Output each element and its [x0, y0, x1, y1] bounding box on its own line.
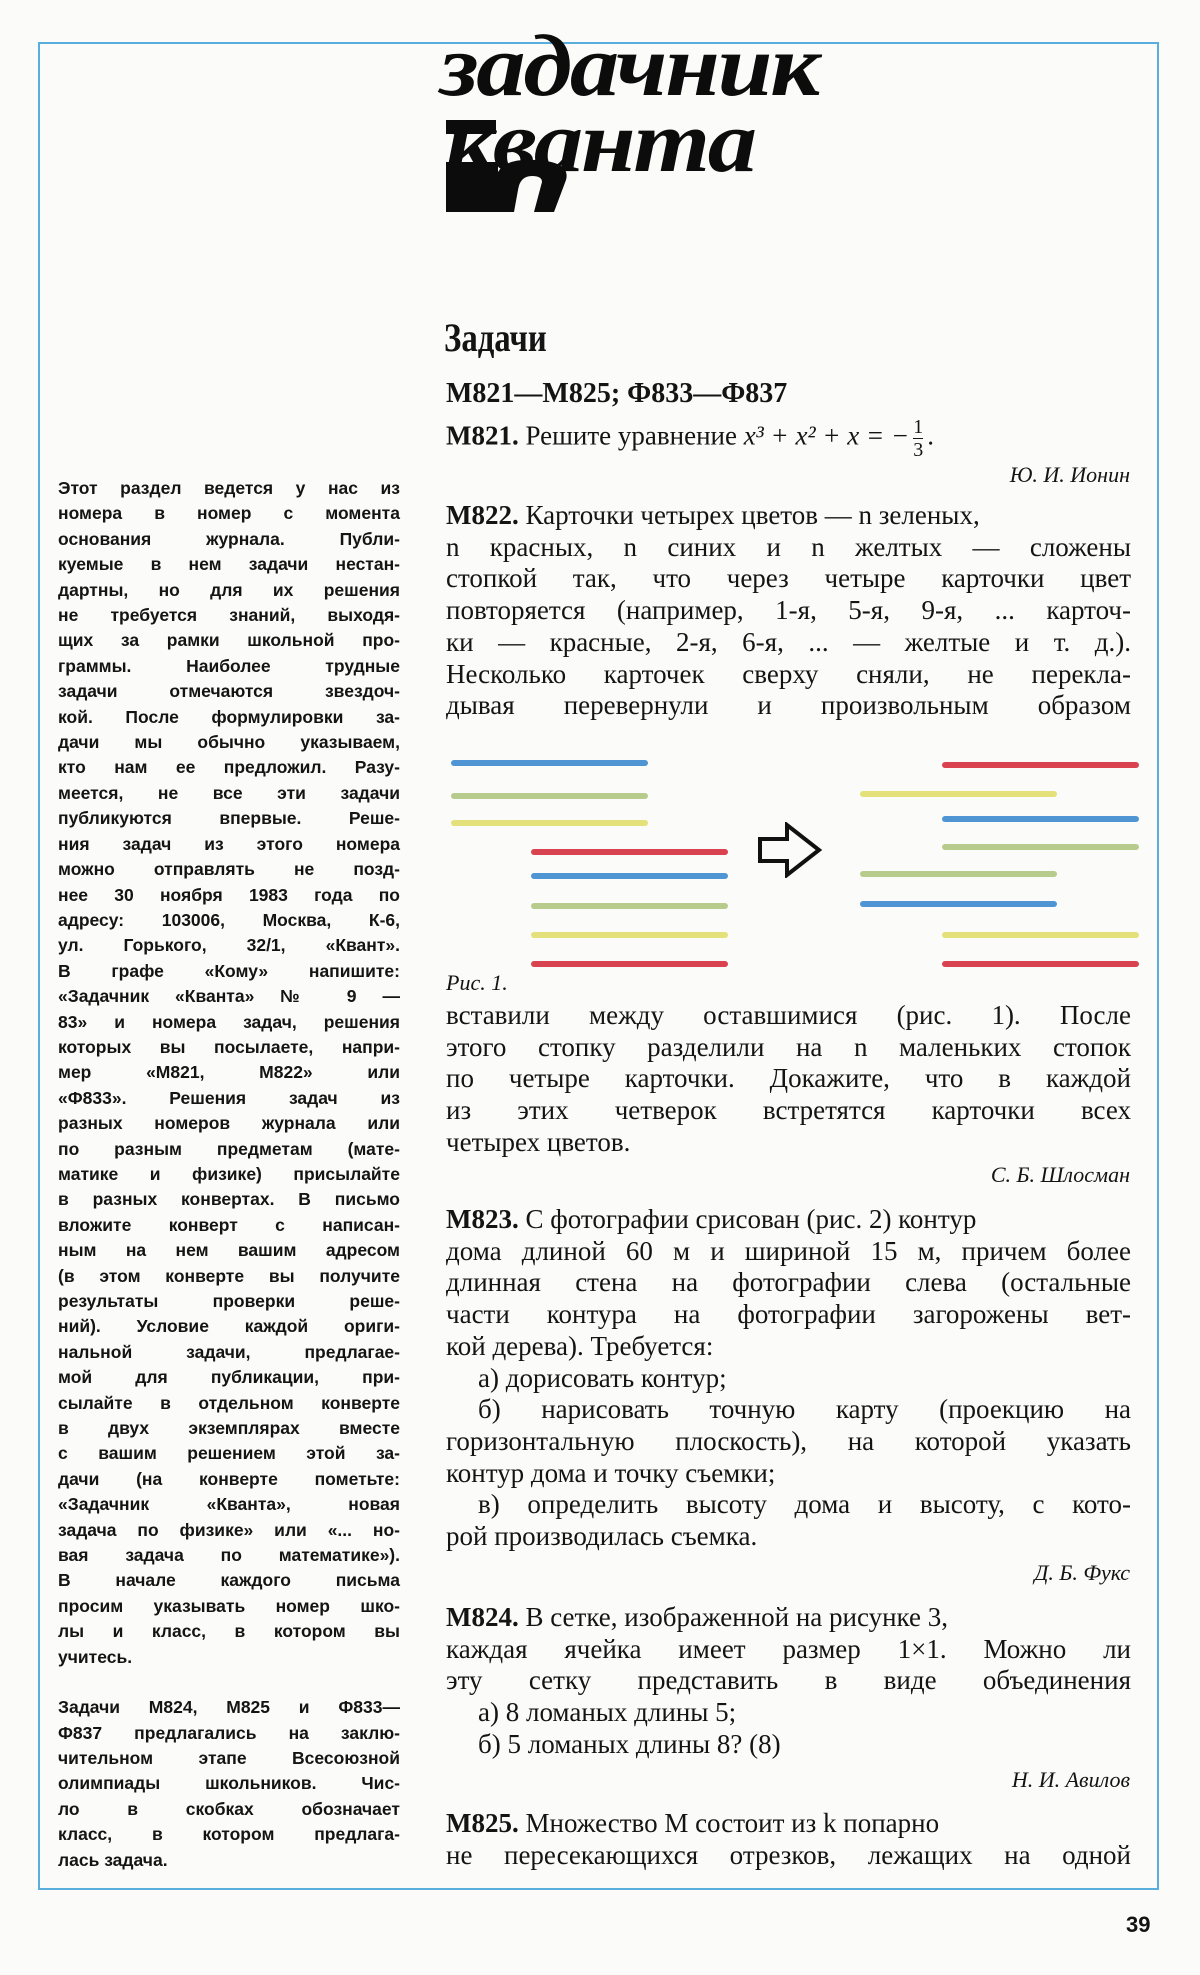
- text-line: нальной задачи, предлагае-: [58, 1341, 400, 1362]
- text-line: номера в номер с момента: [58, 503, 400, 524]
- text-line: матике и физике) присылайте: [58, 1163, 400, 1184]
- text-line: нее 30 ноября 1983 года по: [58, 884, 400, 905]
- text-line: меется, не все эти задачи: [58, 782, 400, 803]
- text-line: ки — красные, 2-я, 6-я, ... — желтые и т. д.).: [446, 626, 1131, 657]
- text-line: контур дома и точку съемки;: [446, 1457, 776, 1488]
- text-line: четырех цветов.: [446, 1126, 631, 1157]
- text-line-content: Карточки четырех цветов — n зеленых,: [518, 500, 980, 530]
- problem-number: М823.: [446, 1204, 519, 1234]
- text-line: чительном этапе Всесоюзной: [58, 1747, 400, 1768]
- before-stack-card-blue: [531, 873, 728, 879]
- after-stack-card-blue: [942, 816, 1139, 822]
- author-m824: Н. И. Авилов: [1011, 1767, 1130, 1792]
- text-line: каждая ячейка имеет размер 1×1. Можно ли: [446, 1633, 1131, 1664]
- text-line: рой производилась съемка.: [446, 1521, 758, 1552]
- text-line: задача по физике» или «... но-: [58, 1519, 400, 1540]
- after-stack-card-green: [942, 844, 1139, 850]
- problem-m823: [446, 1204, 1131, 1553]
- text-line: ным на нем вашим адресом: [58, 1240, 400, 1261]
- problem-number: М825.: [446, 1808, 519, 1838]
- problem-m825: [446, 1808, 1131, 1871]
- text-line: не требуется знаний, выходя-: [58, 605, 400, 626]
- before-stack-card-green: [451, 793, 648, 799]
- text-line: адресу: 103006, Москва, К-6,: [58, 909, 400, 930]
- text-line: публикуются впервые. Реше-: [58, 808, 400, 829]
- text-line: не пересекающихся отрезков, лежащих на одной: [446, 1839, 1131, 1870]
- text-line: ния задач из этого номера: [58, 833, 400, 854]
- problem-number: М822.: [446, 500, 519, 530]
- before-stack-card-yellow: [451, 820, 648, 826]
- text-line: дывая перевернули и произвольным образом: [446, 690, 1131, 721]
- text-line: олимпиады школьников. Чис-: [58, 1773, 400, 1794]
- text-line: из этих четверок встретятся карточки всех: [446, 1095, 1131, 1126]
- text-line: Задачи М824, М825 и Ф833—: [58, 1697, 400, 1718]
- sidebar-info: [58, 476, 400, 1873]
- text-line: результаты проверки реше-: [58, 1291, 400, 1311]
- problem-m824: [446, 1602, 1131, 1761]
- text-line: В начале каждого письма: [58, 1570, 400, 1591]
- figure-caption: Рис. 1.: [446, 970, 508, 995]
- before-stack-card-blue: [451, 760, 648, 766]
- text-line: вставили между оставшимися (рис. 1). После: [446, 1000, 1131, 1030]
- before-stack-card-red: [531, 849, 728, 855]
- fraction-denominator: 3: [913, 439, 924, 461]
- after-stack-card-yellow: [860, 791, 1057, 797]
- text-line: по четыре карточки. Докажите, что в каждой: [446, 1063, 1131, 1094]
- problem-number: М821.: [446, 420, 519, 451]
- author-m823: Д. Б. Фукс: [1034, 1560, 1130, 1585]
- after-stack-card-red: [942, 762, 1139, 768]
- text-line: дартны, но для их решения: [58, 579, 400, 600]
- text-line: части контура на фотографии загорожены вет-: [446, 1299, 1131, 1330]
- arrow-right-icon: [757, 822, 823, 878]
- text-line: в разных конвертах. В письмо: [58, 1189, 400, 1210]
- after-stack-card-green: [860, 871, 1057, 877]
- after-stack-card-blue: [860, 901, 1057, 907]
- text-line: основания журнала. Публи-: [58, 528, 400, 549]
- page-number: 39: [1126, 1912, 1151, 1937]
- after-stack-card-red: [942, 961, 1139, 967]
- problem-number: М824.: [446, 1602, 519, 1632]
- text-line: можно отправлять не позд-: [58, 859, 400, 880]
- text-line: кто нам ее предложил. Разу-: [58, 757, 400, 778]
- text-line: «Задачник «Кванта», новая: [58, 1494, 400, 1515]
- text-line: с вашим решением этой за-: [58, 1443, 400, 1464]
- before-stack-card-yellow: [531, 932, 728, 938]
- text-line: по разным предметам (мате-: [58, 1138, 400, 1159]
- author-m821: Ю. И. Ионин: [1009, 462, 1130, 487]
- text-line: Этот раздел ведется у нас из: [58, 478, 400, 498]
- text-line: Ф837 предлагались на заклю-: [58, 1722, 400, 1743]
- problem-m822: [446, 500, 1131, 722]
- text-line: «Задачник «Кванта» № 9 —: [58, 986, 400, 1007]
- section-heading: Задачи: [444, 315, 547, 360]
- text-line: вая задача по математике»).: [58, 1545, 400, 1566]
- text-line: куемые в нем задачи нестан-: [58, 554, 400, 575]
- spacer: [58, 1670, 400, 1695]
- text-line: задачи отмечаются звездоч-: [58, 681, 400, 702]
- text-line: а) дорисовать контур;: [478, 1362, 727, 1393]
- text-line: дома длиной 60 м и шириной 15 м, причем более: [446, 1235, 1131, 1266]
- text-line: ул. Горького, 32/1, «Квант».: [58, 935, 400, 956]
- text-line: Несколько карточек сверху сняли, не перекла-: [446, 658, 1131, 689]
- text-line: щих за рамки школьной про-: [58, 630, 400, 651]
- text-line-content: С фотографии срисован (рис. 2) контур: [518, 1204, 977, 1234]
- equation-end: .: [927, 420, 934, 451]
- text-line: [446, 1204, 1131, 1236]
- text-line: 83» и номера задач, решения: [58, 1011, 400, 1032]
- text-line: длинная стена на фотографии слева (остальные: [446, 1267, 1131, 1298]
- text-line: [446, 1602, 1131, 1634]
- text-line: [446, 500, 1131, 532]
- fraction-numerator: 1: [913, 416, 924, 438]
- text-line: просим указывать номер шко-: [58, 1595, 400, 1616]
- author-m822: С. Б. Шлосман: [990, 1162, 1130, 1187]
- text-line: (в этом конверте вы получите: [58, 1265, 400, 1286]
- text-line: ний). Условие каждой ориги-: [58, 1316, 400, 1337]
- text-line: этого стопку разделили на n маленьких стопок: [446, 1031, 1131, 1062]
- logo-title-line2: кванта: [445, 94, 755, 191]
- before-stack-card-red: [531, 961, 728, 967]
- fraction: [913, 416, 923, 461]
- text-line: n красных, n синих и n желтых — сложены: [446, 531, 1131, 562]
- text-line: стопкой так, что через четыре карточки цвет: [446, 563, 1131, 594]
- text-line: лась задача.: [58, 1849, 168, 1870]
- text-line: мер «М821, М822» или: [58, 1062, 400, 1083]
- text-line: дачи мы обычно указываем,: [58, 732, 400, 753]
- text-line: б) нарисовать точную карту (проекцию на: [478, 1394, 1131, 1425]
- text-line: ло в скобках обозначает: [58, 1798, 400, 1819]
- text-line: дачи (на конверте пометьте:: [58, 1468, 400, 1489]
- before-stack-card-green: [531, 903, 728, 909]
- text-line-content: Множество M состоит из k попарно: [518, 1808, 940, 1838]
- text-line: мой для публикации, при-: [58, 1367, 400, 1388]
- text-line: «Ф833». Решения задач из: [58, 1087, 400, 1108]
- text-line: кой дерева). Требуется:: [446, 1330, 714, 1361]
- text-line: В графе «Кому» напишите:: [58, 960, 400, 981]
- equation: x³ + x² + x = −: [743, 420, 910, 451]
- text-line: класс, в котором предлага-: [58, 1824, 400, 1845]
- text-line: а) 8 ломаных длины 5;: [478, 1697, 737, 1728]
- after-stack-card-yellow: [942, 932, 1139, 938]
- text-line: эту сетку представить в виде объединения: [446, 1665, 1131, 1696]
- text-line: вложите конверт с написан-: [58, 1214, 400, 1235]
- text-line: разных номеров журнала или: [58, 1113, 400, 1134]
- text-line: в) определить высоту дома и высоту, с кото-: [478, 1489, 1131, 1520]
- text-line: [446, 1808, 1131, 1840]
- problem-text: Решите уравнение: [525, 420, 737, 451]
- text-line: лы и класс, в котором вы: [58, 1621, 400, 1642]
- text-line: которых вы посылаете, напри-: [58, 1036, 400, 1057]
- text-line: горизонтальную плоскость), на которой указать: [446, 1425, 1131, 1456]
- text-line-content: В сетке, изображенной на рисунке 3,: [518, 1602, 948, 1632]
- text-line: граммы. Наиболее трудные: [58, 655, 400, 676]
- text-line: сылайте в отдельном конверте: [58, 1392, 400, 1413]
- text-line: кой. После формулировки за-: [58, 706, 400, 727]
- text-line: б) 5 ломаных длины 8? (8): [478, 1728, 781, 1759]
- problem-m821: [446, 416, 1131, 461]
- text-line: повторяется (например, 1-я, 5-я, 9-я, ... карточ-: [446, 595, 1131, 626]
- text-line: в двух экземплярах вместе: [58, 1418, 400, 1439]
- problem-range: М821—М825; Ф833—Ф837: [446, 378, 788, 409]
- text-line: учитесь.: [58, 1646, 133, 1667]
- logo-title-line1: задачник: [440, 18, 818, 115]
- problem-m822-continued: [446, 1000, 1131, 1159]
